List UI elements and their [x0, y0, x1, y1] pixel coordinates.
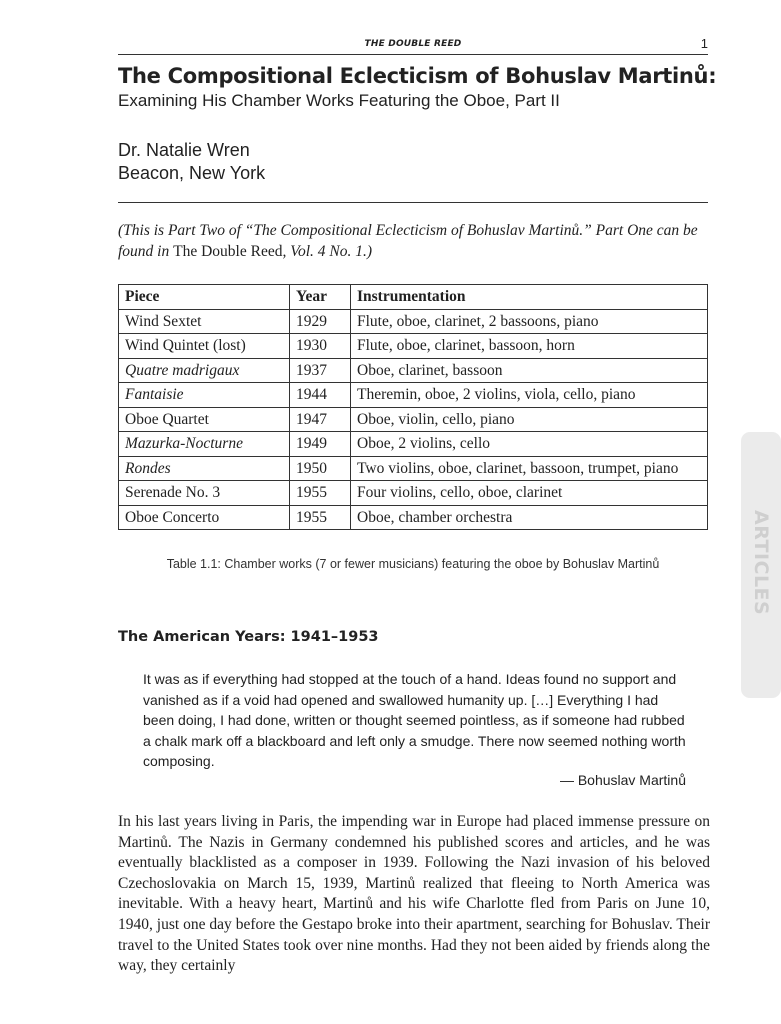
side-tab-label: ARTICLES [750, 510, 772, 616]
instrumentation: Flute, oboe, clarinet, 2 bassoons, piano [351, 309, 708, 334]
header-year: Year [290, 285, 351, 310]
divider [118, 202, 708, 203]
table-row [119, 481, 708, 506]
instrumentation: Two violins, oboe, clarinet, bassoon, trumpet, piano [351, 456, 708, 481]
instrumentation: Oboe, violin, cello, piano [351, 407, 708, 432]
instrumentation: Oboe, chamber orchestra [351, 505, 708, 530]
year: 1955 [290, 481, 351, 506]
piece: Rondes [119, 456, 290, 481]
journal-name: THE DOUBLE REED [364, 39, 462, 49]
chamber-works-table [118, 284, 708, 530]
header-piece: Piece [119, 285, 290, 310]
section-heading: The American Years: 1941–1953 [118, 629, 379, 645]
journal-reference: The Double Reed [173, 242, 283, 260]
article-title: The Compositional Eclecticism of Bohuslav Martinů: [118, 64, 717, 88]
year: 1947 [290, 407, 351, 432]
piece: Quatre madrigaux [119, 358, 290, 383]
table-row [119, 456, 708, 481]
piece: Fantaisie [119, 383, 290, 408]
intro-text-end: , Vol. 4 No. 1.) [282, 242, 373, 260]
instrumentation: Flute, oboe, clarinet, bassoon, horn [351, 334, 708, 359]
instrumentation: Four violins, cello, oboe, clarinet [351, 481, 708, 506]
table-row [119, 309, 708, 334]
author-block [118, 139, 265, 185]
table-row [119, 505, 708, 530]
year: 1944 [290, 383, 351, 408]
year: 1929 [290, 309, 351, 334]
instrumentation: Oboe, 2 violins, cello [351, 432, 708, 457]
block-quote: It was as if everything had stopped at the touch of a hand. Ideas found no support and vanished as if a void had opened and swallowed humanity up. […] Everything I had been doing, I had done, written or thought seemed pointless, as if someone had rubbed a chalk mark off a blackboard and left only a smudge. There now seemed nothing worth composing. [143, 671, 686, 769]
table-row [119, 432, 708, 457]
table-row [119, 358, 708, 383]
table-row [119, 334, 708, 359]
author-location: Beacon, New York [118, 163, 266, 183]
instrumentation: Theremin, oboe, 2 violins, viola, cello, piano [351, 383, 708, 408]
piece: Wind Sextet [119, 309, 290, 334]
year: 1949 [290, 432, 351, 457]
instrumentation: Oboe, clarinet, bassoon [351, 358, 708, 383]
piece: Wind Quintet (lost) [119, 334, 290, 359]
body-paragraph: In his last years living in Paris, the impending war in Europe had placed immense pressure on Martinů. The Nazis in Germany condemned his published scores and articles, and he was eventually blacklisted as a composer in 1939. Following the Nazi invasion of his beloved Czechoslovakia on March 15, 1939, Martinů realized that fleeing to North America was inevitable. With a heavy heart, Martinů and his wife Charlotte fled from Paris on June 10, 1940, just one day before the Gestapo broke into their apartment, searching for Bohuslav. Their travel to the United States took over nine months. Had they not been aided by friends along the way, they certainly [118, 813, 710, 975]
running-header [118, 36, 708, 55]
piece: Oboe Quartet [119, 407, 290, 432]
year: 1937 [290, 358, 351, 383]
piece: Mazurka-Nocturne [119, 432, 290, 457]
table-header-row [119, 285, 708, 310]
intro-text: (This is Part Two of “The Compositional Eclecticism of Bohuslav Martinů.” Part One can be found in [118, 222, 698, 260]
year: 1930 [290, 334, 351, 359]
table-caption: Table 1.1: Chamber works (7 or fewer musicians) featuring the oboe by Bohuslav Martinů [166, 557, 660, 571]
intro-note [118, 221, 713, 262]
year: 1955 [290, 505, 351, 530]
quote-attribution: — Bohuslav Martinů [559, 772, 686, 788]
piece: Oboe Concerto [119, 505, 290, 530]
table-row [119, 407, 708, 432]
author-name: Dr. Natalie Wren [118, 140, 250, 160]
header-instrumentation: Instrumentation [351, 285, 708, 310]
table-row [119, 383, 708, 408]
article-subtitle: Examining His Chamber Works Featuring the Oboe, Part II [118, 91, 560, 110]
year: 1950 [290, 456, 351, 481]
section-side-tab [741, 432, 781, 698]
piece: Serenade No. 3 [119, 481, 290, 506]
page-number: 1 [700, 36, 708, 51]
